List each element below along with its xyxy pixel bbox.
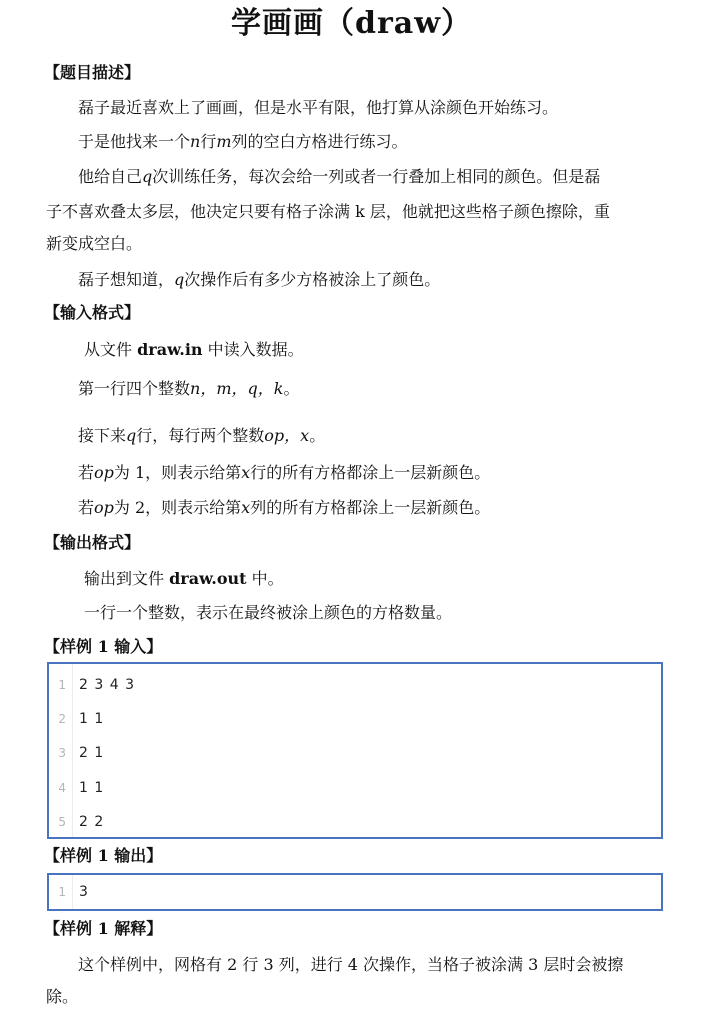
sample-output-code-block [47, 873, 663, 911]
code-text: 2 3 4 3 [79, 677, 135, 693]
line-number: 4 [58, 781, 66, 795]
description-paragraph-2: 于是他找来一个n行m列的空白方格进行练习。 [78, 132, 408, 151]
line-number: 1 [58, 885, 66, 899]
input-line-4: 若op为 2，则表示给第x列的所有方格都涂上一层新颜色。 [78, 498, 491, 517]
line-number: 2 [58, 712, 66, 726]
section-heading-sample-input: 【样例 1 输入】 [44, 637, 163, 656]
code-line [49, 777, 661, 799]
description-paragraph-4: 磊子想知道，q次操作后有多少方格被涂上了颜色。 [78, 270, 441, 289]
description-paragraph-3: 他给自己q次训练任务，每次会给一列或者一行叠加上相同的颜色。但是磊 [78, 167, 601, 186]
input-line-3: 若op为 1，则表示给第x行的所有方格都涂上一层新颜色。 [78, 463, 491, 482]
description-paragraph-3-line-3: 新变成空白。 [46, 234, 143, 253]
code-text: 1 1 [79, 780, 105, 796]
code-text: 2 1 [79, 745, 105, 761]
code-line [49, 708, 661, 730]
output-line-1: 一行一个整数，表示在最终被涂上颜色的方格数量。 [84, 603, 453, 622]
code-line [49, 811, 661, 833]
description-paragraph-3-line-2: 子不喜欢叠太多层，他决定只要有格子涂满 k 层，他就把这些格子颜色擦除，重 [46, 202, 610, 221]
explanation-line-1: 这个样例中，网格有 2 行 3 列，进行 4 次操作，当格子被涂满 3 层时会被擦 [78, 955, 624, 974]
section-heading-input: 【输入格式】 [44, 303, 141, 322]
code-text: 3 [79, 884, 89, 900]
input-line-2: 接下来q行，每行两个整数op，x。 [78, 426, 326, 445]
code-line [49, 674, 661, 696]
code-line [49, 742, 661, 764]
code-text: 2 2 [79, 814, 105, 830]
section-heading-output: 【输出格式】 [44, 533, 141, 552]
code-text: 1 1 [79, 711, 105, 727]
input-line-1: 第一行四个整数n，m，q，k。 [78, 379, 300, 398]
page-title: 学画画（draw） [230, 6, 473, 41]
line-number: 3 [58, 746, 66, 760]
sample-input-code-block [47, 662, 663, 839]
input-file-line: 从文件 draw.in 中读入数据。 [84, 340, 304, 359]
section-heading-description: 【题目描述】 [44, 63, 141, 82]
section-heading-explanation: 【样例 1 解释】 [44, 919, 163, 938]
explanation-line-2: 除。 [46, 987, 79, 1006]
line-number: 5 [58, 815, 66, 829]
code-line [49, 881, 661, 903]
output-file-line: 输出到文件 draw.out 中。 [84, 569, 284, 588]
description-paragraph-1: 磊子最近喜欢上了画画，但是水平有限，他打算从涂颜色开始练习。 [78, 98, 559, 117]
line-number: 1 [58, 678, 66, 692]
section-heading-sample-output: 【样例 1 输出】 [44, 846, 163, 865]
